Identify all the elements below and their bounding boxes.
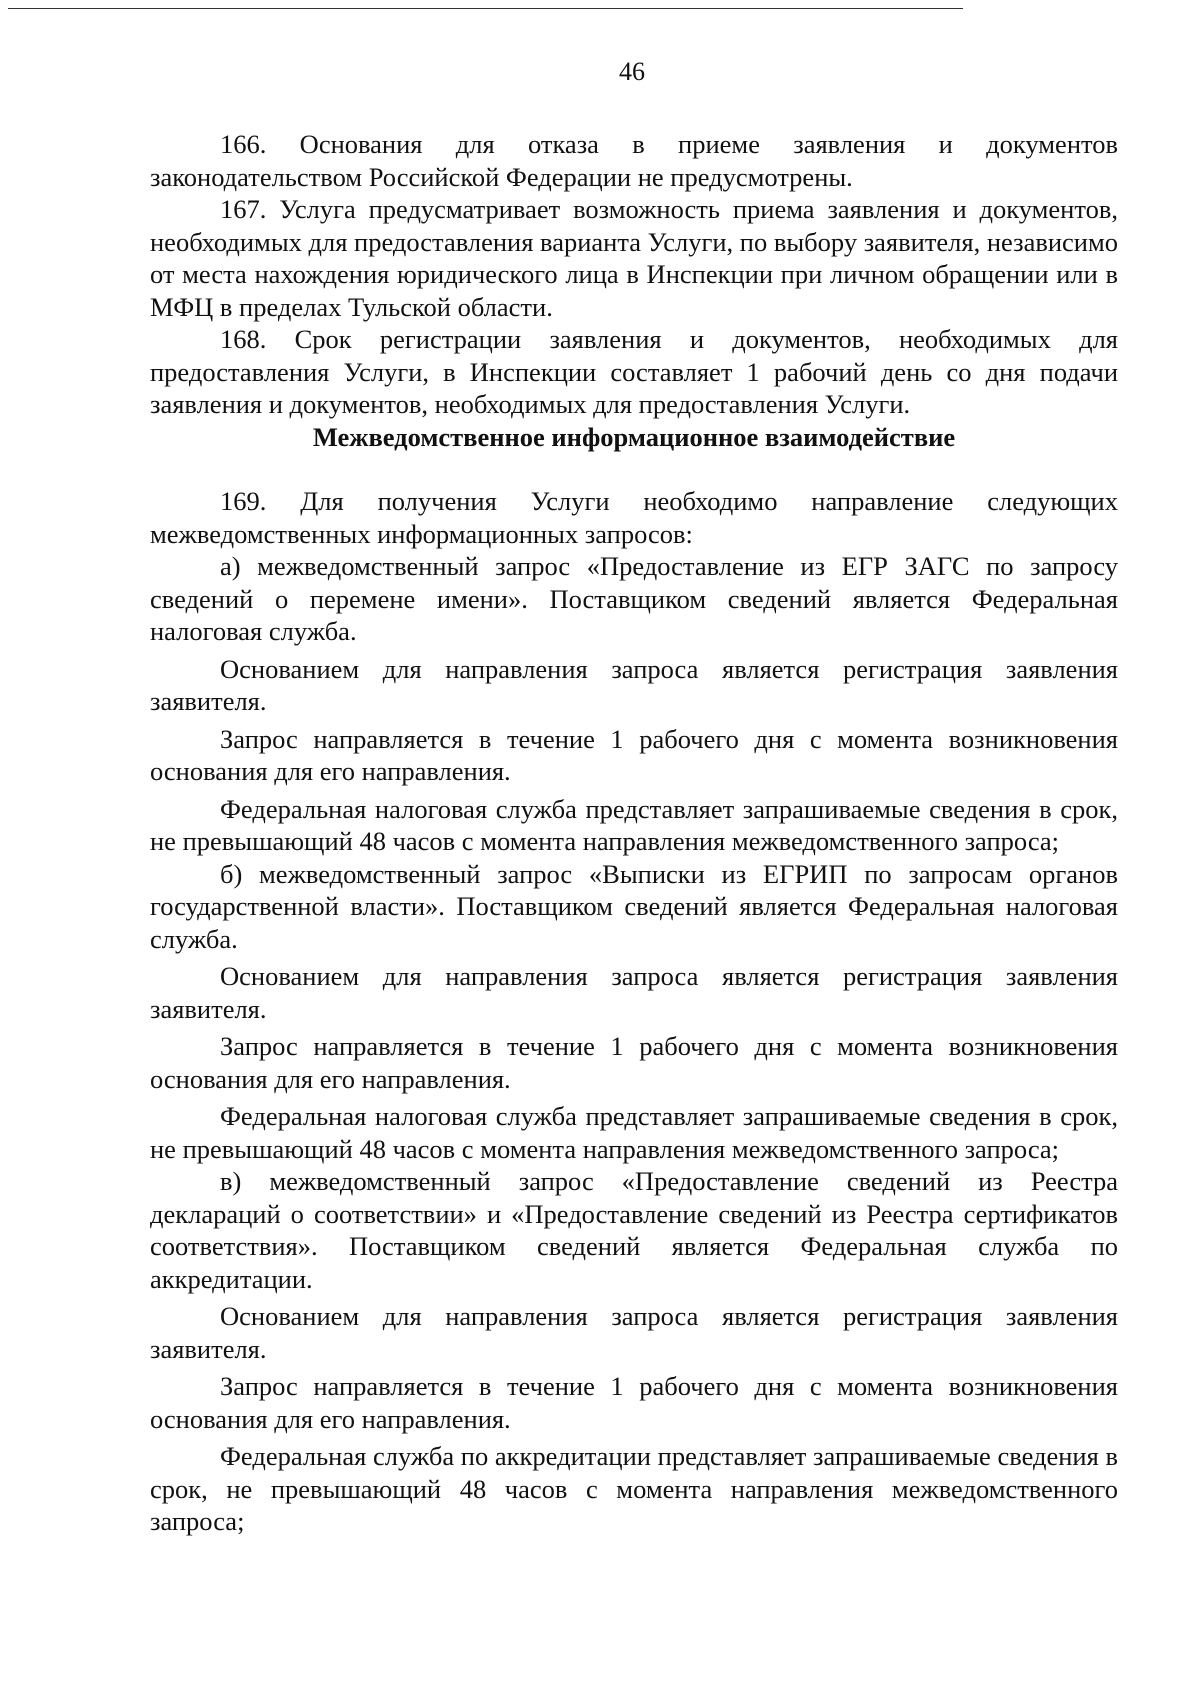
paragraph-169-b: б) межведомственный запрос «Выписки из ЕГРИП по запросам органов государственной власти». Поставщиком сведений является Федеральная налоговая служба. <box>150 858 1118 954</box>
paragraph-168: 168. Срок регистрации заявления и документов, необходимых для предоставления Услуги, в Инспекции составляет 1 рабочий день со дня подачи заявления и документов, необходимых для предоставления Услуги. <box>150 324 1118 419</box>
page-number: 46 <box>619 57 645 86</box>
paragraph-169-v: в) межведомственный запрос «Предоставление сведений из Реестра деклараций о соответствии» и «Предоставление сведений из Реестра сертификатов соответствия». Поставщиком сведений является Федеральная служба по аккредитации. <box>150 1166 1118 1294</box>
paragraph-response: Федеральная налоговая служба представляет запрашиваемые сведения в срок, не превышающий 48 часов с момента направления межведомственного запроса; <box>150 793 1118 856</box>
paragraph-167: 167. Услуга предусматривает возможность приема заявления и документов, необходимых для предоставления варианта Услуги, по выбору заявителя, независимо от места нахождения юридического лица в Инспекции при личном обращении или в МФЦ в пределах Тульской области. <box>150 194 1118 322</box>
paragraph-timing: Запрос направляется в течение 1 рабочего дня с момента возникновения основания для его направления. <box>150 723 1118 786</box>
paragraph-169: 169. Для получения Услуги необходимо направление следующих межведомственных информационных запросов: <box>150 486 1118 549</box>
paragraph-timing: Запрос направляется в течение 1 рабочего дня с момента возникновения основания для его направления. <box>150 1371 1118 1434</box>
paragraph-timing: Запрос направляется в течение 1 рабочего дня с момента возникновения основания для его направления. <box>150 1031 1118 1094</box>
paragraph-basis: Основанием для направления запроса является регистрация заявления заявителя. <box>150 1301 1118 1364</box>
document-body <box>150 128 1118 1538</box>
top-rule <box>8 8 963 9</box>
paragraph-response: Федеральная служба по аккредитации представляет запрашиваемые сведения в срок, не превышающий 48 часов с момента направления межведомственного запроса; <box>150 1441 1118 1536</box>
paragraph-response: Федеральная налоговая служба представляет запрашиваемые сведения в срок, не превышающий 48 часов с момента направления межведомственного запроса; <box>150 1101 1118 1164</box>
paragraph-169-a: а) межведомственный запрос «Предоставление из ЕГР ЗАГС по запросу сведений о перемене имени». Поставщиком сведений является Федеральная налоговая служба. <box>150 551 1118 646</box>
paragraph-basis: Основанием для направления запроса является регистрация заявления заявителя. <box>150 961 1118 1024</box>
paragraph-166: 166. Основания для отказа в приеме заявления и документов законодательством Российской Федерации не предусмотрены. <box>150 129 1118 192</box>
paragraph-basis: Основанием для направления запроса является регистрация заявления заявителя. <box>150 653 1118 716</box>
section-heading: Межведомственное информационное взаимодействие <box>312 421 956 452</box>
